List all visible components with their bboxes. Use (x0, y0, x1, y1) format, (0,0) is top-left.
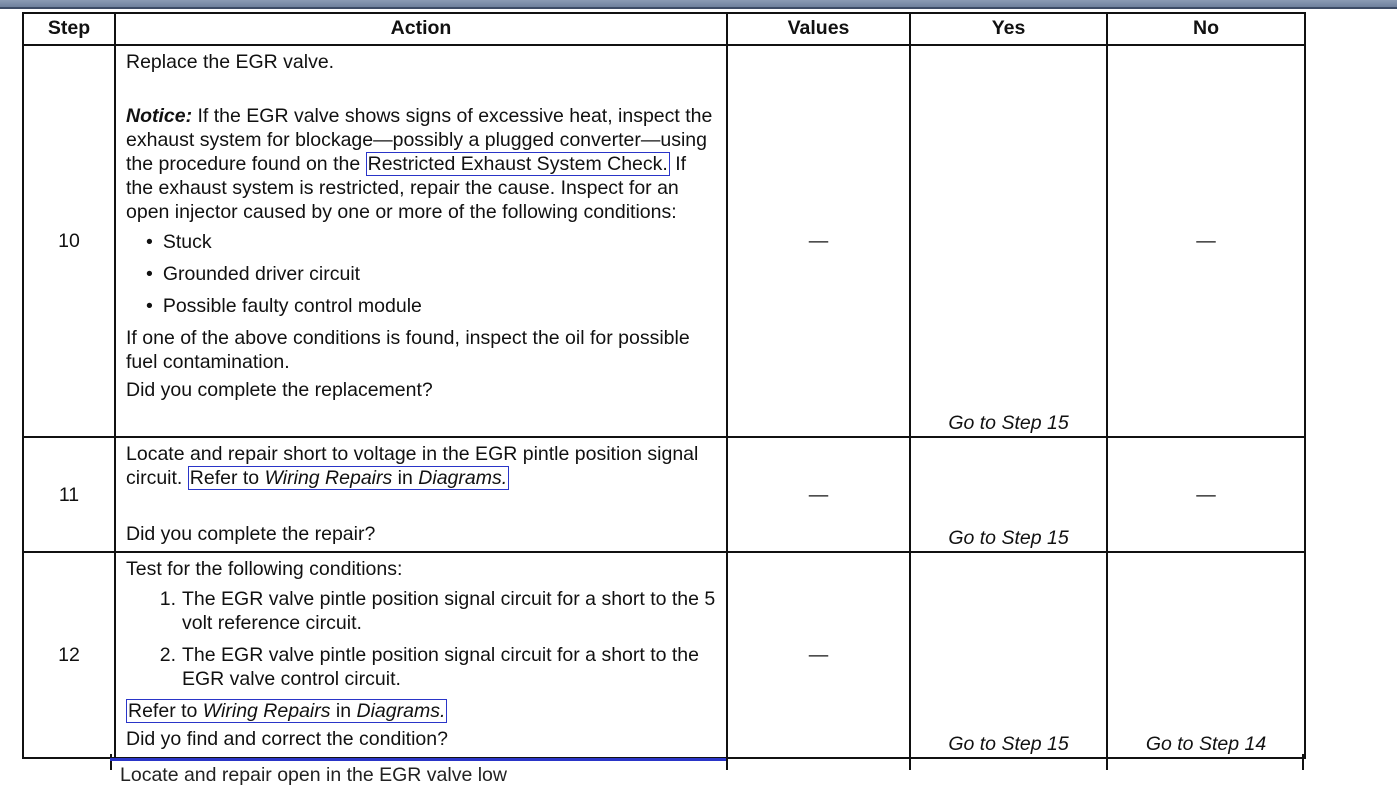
yes-goto-link[interactable]: Go to Step 15 (948, 527, 1069, 549)
action-intro: Test for the following conditions: (126, 558, 403, 580)
stub-divider (1106, 754, 1108, 770)
ref-diagrams: Diagrams. (418, 467, 508, 489)
table-row-step-11 (23, 437, 1305, 552)
step-number: 12 (23, 552, 115, 758)
ref-diagrams: Diagrams. (356, 700, 446, 722)
item-number: 2. (159, 644, 176, 666)
no-dash: — (1196, 230, 1216, 252)
notice-text-1: If the EGR valve shows signs of excessive heat, inspect the exhaust system for blockage—possibly a plugged converter—using the procedure found on the (126, 105, 713, 175)
next-row-text: Locate and repair open in the EGR valve low (120, 764, 507, 786)
question-text: Did you complete the repair? (126, 523, 376, 545)
reference-line (126, 699, 718, 723)
item-number: 1. (159, 588, 176, 610)
header-step: Step (23, 13, 115, 45)
no-cell (1107, 45, 1305, 437)
list-item: • Grounded driver circuit (146, 262, 718, 286)
values-cell (727, 437, 910, 552)
test-conditions-list (126, 587, 718, 691)
stub-divider (726, 754, 728, 770)
restricted-exhaust-link[interactable]: Restricted Exhaust System Check. (367, 153, 668, 175)
step-number: 10 (23, 45, 115, 437)
no-goto-link[interactable]: Go to Step 14 (1145, 733, 1267, 755)
no-dash: — (1196, 483, 1216, 506)
values-dash: — (808, 483, 829, 506)
table-header-row (23, 13, 1305, 45)
stub-divider (1302, 754, 1304, 770)
table-row-step-10 (23, 45, 1305, 437)
action-text-main: Locate and repair short to voltage in the EGR pintle position signal circuit. (126, 443, 699, 489)
diagnostic-table (22, 12, 1306, 759)
link-border-partial (110, 758, 726, 761)
action-intro: Replace the EGR valve. (126, 51, 335, 73)
question-text: Did yo find and correct the condition? (126, 728, 448, 750)
diagnostic-table-container (22, 12, 1304, 759)
header-action: Action (115, 13, 727, 45)
action-cell (115, 45, 727, 437)
notice-paragraph (126, 104, 718, 224)
next-row-partial (22, 754, 1304, 786)
stub-divider (909, 754, 911, 770)
notice-text-2: If the exhaust system is restricted, repair the cause. Inspect for an open injector caused by one or more of the following conditions: (126, 153, 687, 223)
values-cell (727, 45, 910, 437)
yes-cell (910, 45, 1107, 437)
ref-prefix: Refer to (189, 467, 265, 489)
yes-cell (910, 437, 1107, 552)
list-item (126, 643, 718, 691)
values-dash: — (808, 230, 829, 252)
conditions-list (126, 230, 718, 318)
yes-goto-link[interactable]: Go to Step 15 (948, 412, 1069, 434)
yes-cell (910, 552, 1107, 758)
ref-wiring-repairs: Wiring Repairs (202, 700, 331, 722)
table-row-step-12 (23, 552, 1305, 758)
action-cell (115, 437, 727, 552)
item-text: The EGR valve pintle position signal circuit for a short to the EGR valve control circuit. (182, 644, 699, 690)
ref-in: in (330, 700, 357, 722)
no-cell (1107, 552, 1305, 758)
header-yes: Yes (910, 13, 1107, 45)
after-conditions-text: If one of the above conditions is found, inspect the oil for possible fuel contamination. (126, 327, 690, 373)
action-cell (115, 552, 727, 758)
ref-wiring-repairs: Wiring Repairs (264, 467, 393, 489)
header-values: Values (727, 13, 910, 45)
list-item: • Possible faulty control module (146, 294, 718, 318)
list-item (126, 587, 718, 635)
notice-label: Notice: (126, 105, 193, 127)
action-text (126, 442, 718, 490)
header-no: No (1107, 13, 1305, 45)
no-cell (1107, 437, 1305, 552)
wiring-repairs-link[interactable] (188, 466, 509, 490)
stub-divider (110, 754, 112, 770)
question-text: Did you complete the replacement? (126, 379, 433, 401)
ref-in: in (392, 467, 419, 489)
values-dash: — (808, 644, 829, 666)
list-item: • Stuck (146, 230, 718, 254)
wiring-repairs-link[interactable] (126, 699, 447, 723)
values-cell (727, 552, 910, 758)
yes-goto-link[interactable]: Go to Step 15 (948, 733, 1069, 755)
ref-prefix: Refer to (128, 700, 203, 722)
step-number: 11 (23, 437, 115, 552)
item-text: The EGR valve pintle position signal circuit for a short to the 5 volt reference circuit. (182, 588, 716, 634)
window-top-bar (0, 0, 1397, 9)
